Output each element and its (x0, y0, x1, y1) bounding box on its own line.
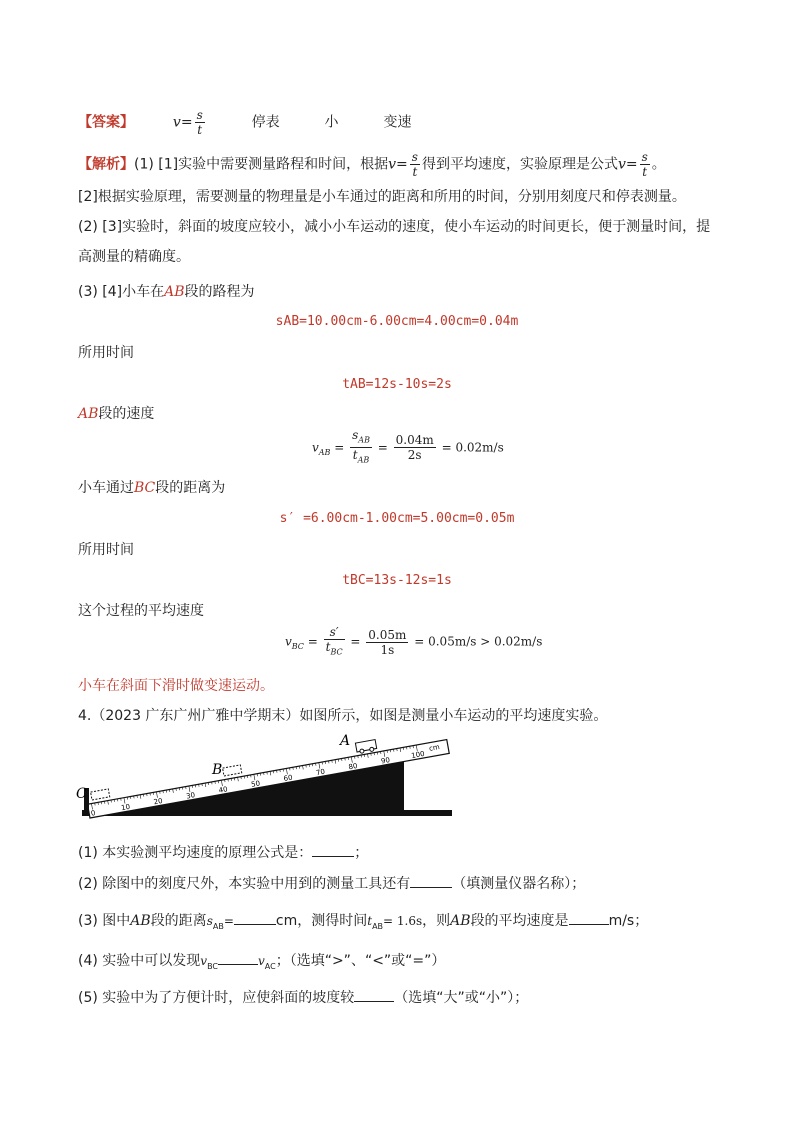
eq-s2: s′ =6.00cm-1.00cm=5.00cm=0.05m (279, 511, 515, 526)
time-used-2: 所用时间 (78, 542, 134, 558)
answer-formula-eq: = (180, 114, 193, 131)
label-c: C (76, 786, 87, 802)
vbc-result: = 0.05m/s > 0.02m/s (414, 634, 543, 649)
vab-formula: $v_{AB}$ = $\frac{s_{AB}}{t_{AB}}$ = $\frac{0.04m}{2s}$ = 0.02m/s (312, 428, 504, 468)
bc-dist-line (78, 478, 225, 498)
vab-num2: 0.04m (395, 433, 434, 448)
q3-d: 段的平均速度是 (470, 913, 569, 929)
analysis-p3b: 高测量的精确度。 (78, 249, 190, 265)
analysis-p4-b: 段的路程为 (184, 284, 255, 300)
cart-c (91, 789, 110, 800)
bc-dist-a: 小车通过 (78, 480, 134, 496)
vbc-num2: 0.05m (368, 627, 407, 642)
q4-v1: v (200, 954, 208, 968)
vbc-formula: $v_{BC}$ = $\frac{s'}{t_{BC}}$ = $\frac{0.05m}{1s}$ = 0.05m/s > 0.02m/s (285, 625, 542, 659)
q1-end: ； (354, 845, 369, 861)
q4-blank[interactable] (218, 950, 258, 965)
ruler-label: 100 (410, 749, 426, 761)
q3-ab2: AB (450, 913, 471, 929)
analysis-p1-frac-1: $\frac{s}{t}$ (411, 150, 418, 179)
analysis-p1-frac-2: $\frac{s}{t}$ (641, 150, 648, 179)
vab-den: t (352, 448, 358, 463)
question-title: 4.（2023 广东广州广雅中学期末）如图所示，如图是测量小车运动的平均速度实验。 (78, 708, 608, 724)
vab-result: = 0.02m/s (441, 440, 504, 455)
cart-b (223, 765, 242, 776)
time-used-1: 所用时间 (78, 345, 134, 361)
cart-a (355, 740, 377, 754)
ruler-label: 80 (347, 761, 359, 772)
analysis-p4 (78, 282, 255, 302)
vbc-frac-2 (366, 628, 408, 657)
q5-blank[interactable] (354, 987, 394, 1002)
answer-item-1: 停表 (251, 114, 280, 131)
label-b: B (212, 762, 223, 778)
vbc-frac-1 (324, 625, 345, 659)
ruler-label: 60 (283, 773, 294, 784)
analysis-p1-text-a: (1) [1]实验中需要测量路程和时间，根据 (134, 156, 389, 173)
vab-v: v (312, 440, 319, 455)
q3-s-sub: AB (212, 921, 224, 931)
q1-blank[interactable] (312, 842, 354, 857)
answer-label: 【答案】 (78, 114, 134, 131)
q4-v2: v (258, 954, 265, 968)
q3-b: 段的距离 (150, 913, 207, 929)
ab-speed-line (78, 404, 154, 424)
q2-b: （填测量仪器名称）； (452, 876, 586, 892)
q4-a: (4) 实验中可以发现 (78, 953, 201, 969)
q5-a: (5) 实验中为了方便计时，应使斜面的坡度较 (78, 990, 355, 1006)
ruler-label: 70 (315, 767, 326, 778)
vab-num-sub: AB (358, 435, 370, 445)
q3-t-sub: AB (372, 921, 384, 931)
q3-c: ，则 (422, 913, 451, 929)
q3-unit: m/s； (608, 913, 649, 929)
analysis-label: 【解析】 (78, 156, 134, 173)
q2-a: (2) 除图中的刻度尺外，本实验中用到的测量工具还有 (78, 876, 411, 892)
ruler-label: 0 (90, 809, 97, 818)
analysis-p2: [2]根据实验原理，需要测量的物理量是小车通过的距离和所用的时间，分别用刻度尺和停表测量。 (78, 189, 686, 205)
analysis-p1-text-c: 。 (651, 156, 666, 173)
q3-s: s (206, 914, 213, 928)
ruler-label: 50 (250, 779, 261, 789)
vab-den2: 2s (407, 448, 422, 463)
bc-dist-b: 段的距离为 (155, 480, 226, 496)
analysis-p1: 【解析】(1) [1]实验中需要测量路程和时间，根据v= $\frac{s}{t}$ 得到平均速度，实验原理是公式v= $\frac{s}{t}$ 。 (78, 150, 666, 179)
ruler-label: 40 (218, 785, 229, 795)
eq-tbc: tBC=13s-12s=1s (342, 573, 452, 588)
ruler-label: 10 (120, 802, 131, 813)
q3-blank-1[interactable] (234, 910, 276, 925)
ab-speed-ab: AB (78, 406, 99, 422)
answer-item-2: 小 (324, 114, 339, 131)
q4 (78, 950, 445, 977)
analysis-p4-a: (3) [4]小车在 (78, 284, 165, 300)
conclusion: 小车在斜面下滑时做变速运动。 (78, 678, 274, 694)
vbc-den2: 1s (380, 642, 395, 657)
q3-cm: cm，测得时间 (275, 913, 368, 929)
ruler-label: 90 (380, 756, 391, 766)
q5-b: （选填“大”或“小”）； (394, 990, 529, 1006)
vab-frac-1 (350, 428, 372, 468)
eq-sab: sAB=10.00cm-6.00cm=4.00cm=0.04m (275, 314, 519, 329)
q2 (78, 873, 585, 894)
incline-figure (72, 728, 462, 828)
vbc-num: s′ (324, 625, 345, 640)
q3-ab: AB (130, 913, 151, 929)
q4-v1-sub: BC (207, 961, 218, 971)
vbc-v-sub: BC (291, 642, 304, 652)
q4-v2-sub: AC (264, 961, 276, 971)
vab-frac-2 (394, 433, 436, 462)
vab-v-sub: AB (318, 447, 331, 457)
ab-speed-text: 段的速度 (98, 406, 155, 422)
answer-formula-num: s (196, 108, 203, 122)
q3-eq: = (223, 914, 234, 928)
vbc-den: t (325, 640, 331, 654)
q3-t: t (367, 914, 373, 928)
q1 (78, 842, 368, 863)
figure-support (384, 758, 404, 813)
q1-text: (1) 本实验测平均速度的原理公式是： (78, 845, 313, 861)
ruler-label: 20 (153, 796, 164, 807)
q3-blank-2[interactable] (569, 910, 609, 925)
q3-a: (3) 图中 (78, 913, 131, 929)
q2-blank[interactable] (410, 873, 452, 888)
ruler-unit: cm (428, 743, 441, 753)
answer-line (78, 108, 411, 137)
q4-b: ；（选填“>”、“<”或“=”） (275, 953, 446, 969)
analysis-p4-ab: AB (164, 284, 185, 300)
answer-formula-v: v (172, 114, 181, 131)
ruler-label: 30 (185, 791, 196, 801)
vbc-den-sub: BC (330, 647, 343, 657)
q5 (78, 987, 528, 1008)
q3-tval: = 1.6s (383, 914, 423, 928)
eq-tab: tAB=12s-10s=2s (342, 377, 452, 392)
analysis-p1-text-b: 得到平均速度，实验原理是公式 (421, 156, 618, 173)
vbc-v: v (285, 634, 292, 649)
label-a: A (340, 733, 351, 749)
bc-dist-bc: BC (134, 480, 156, 496)
analysis-p3: (2) [3]实验时，斜面的坡度应较小，减小小车运动的速度，使小车运动的时间更长，便于测量时间，提 (78, 219, 711, 235)
vab-num: s (352, 428, 359, 442)
vab-den-sub: AB (357, 455, 370, 465)
answer-formula-frac (195, 108, 205, 137)
avg-speed: 这个过程的平均速度 (78, 603, 204, 619)
q3 (78, 910, 648, 937)
answer-formula-den: t (197, 123, 203, 137)
answer-item-3: 变速 (383, 114, 412, 131)
